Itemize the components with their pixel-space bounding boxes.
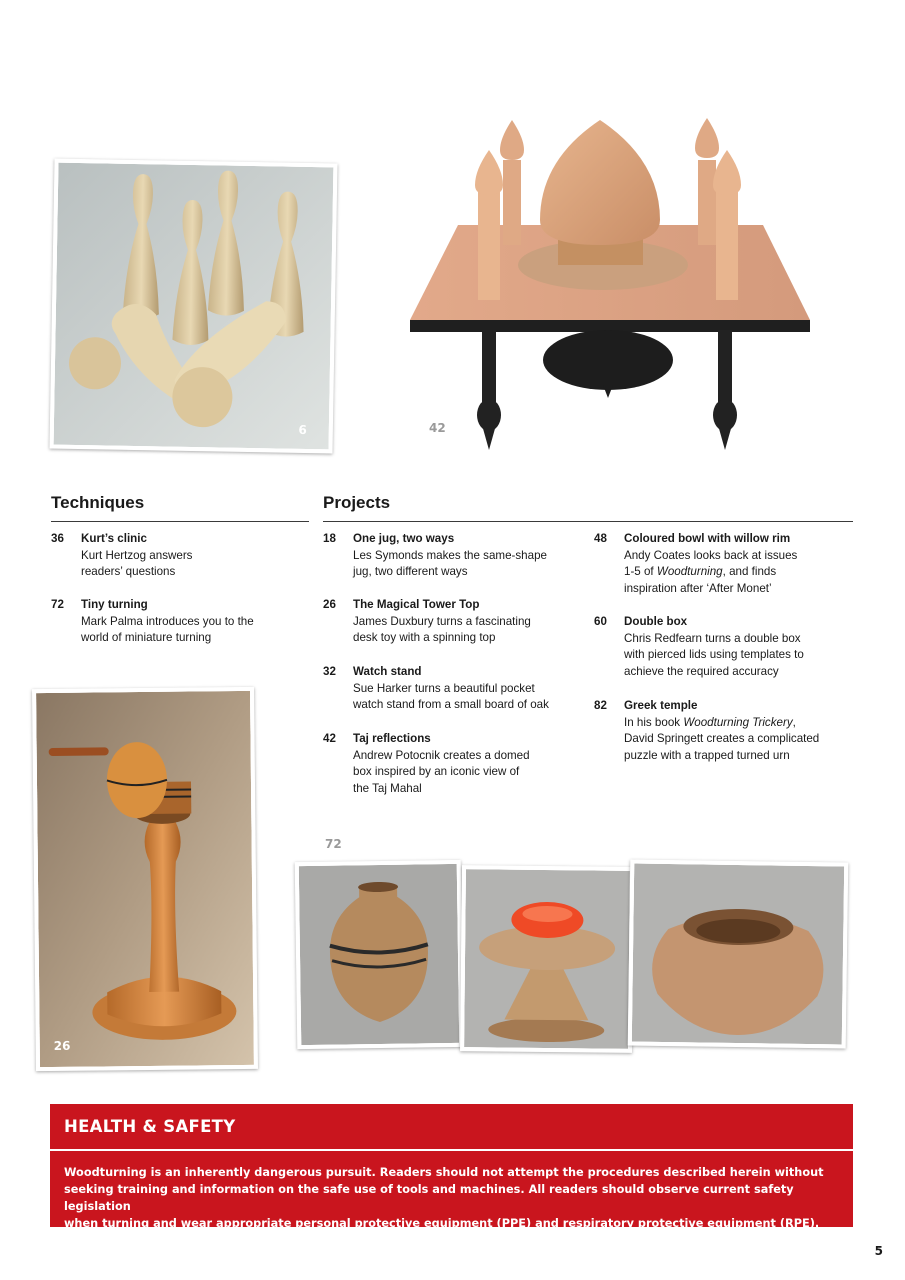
projects-rule — [323, 521, 853, 522]
contents-entry — [323, 531, 583, 581]
contents-entry — [51, 597, 309, 647]
contents-entry — [323, 731, 583, 797]
entry-title: Double box — [624, 615, 688, 628]
entry-title: Kurt’s clinic — [81, 532, 147, 545]
entry-title: Tiny turning — [81, 598, 148, 611]
miniature-bowl-illustration — [632, 864, 844, 1045]
taj-box-illustration — [408, 110, 814, 455]
photo-page-tag: 6 — [298, 422, 307, 437]
entry-page: 48 — [594, 532, 607, 545]
watch-stand-photo — [32, 687, 258, 1071]
health-safety-divider — [50, 1149, 853, 1151]
entry-title: Greek temple — [624, 699, 698, 712]
entry-title: The Magical Tower Top — [353, 598, 480, 611]
entry-title: One jug, two ways — [353, 532, 455, 545]
miniature-top-illustration — [464, 869, 630, 1049]
health-safety-text — [64, 1164, 839, 1232]
entry-page: 18 — [323, 532, 336, 545]
entry-description-line: watch stand from a small board of oak — [353, 698, 549, 711]
entry-description-line: the Taj Mahal — [353, 781, 422, 795]
entry-description-line: puzzle with a trapped turned urn — [624, 748, 790, 762]
entry-page: 26 — [323, 598, 336, 611]
entry-description-line: James Duxbury turns a fascinating — [353, 614, 531, 628]
entry-description-line: Chris Redfearn turns a double box — [624, 631, 801, 645]
health-safety-box — [50, 1104, 853, 1230]
entry-description-line: Les Symonds makes the same-shape — [353, 548, 547, 562]
contents-entry — [323, 664, 583, 714]
entry-description-line: jug, two different ways — [353, 565, 468, 578]
entry-description-line: inspiration after ‘After Monet’ — [624, 581, 772, 595]
entry-description-line: David Springett creates a complicated — [624, 732, 820, 745]
contents-entry — [594, 698, 853, 764]
entry-title: Taj reflections — [353, 732, 431, 745]
entry-description-line: readers’ questions — [81, 565, 176, 578]
entry-description-line: box inspired by an iconic view of — [353, 765, 520, 778]
contents-entry — [594, 531, 853, 597]
skittles-photo — [49, 159, 337, 454]
entry-page: 42 — [323, 732, 336, 745]
entry-description-line: Sue Harker turns a beautiful pocket — [353, 681, 535, 695]
miniature-vase-photo — [295, 860, 464, 1049]
health-safety-title: HEALTH & SAFETY — [64, 1117, 236, 1136]
contents-entry — [323, 597, 583, 647]
watch-stand-illustration — [36, 691, 254, 1067]
health-safety-line: seeking training and information on the safe use of tools and machines. All readers should observe current safety legislation — [64, 1183, 794, 1213]
entry-page: 60 — [594, 615, 607, 628]
entry-page: 36 — [51, 532, 64, 545]
miniature-bowl-photo — [628, 859, 849, 1048]
entry-title: Coloured bowl with willow rim — [624, 532, 791, 545]
entry-description-line: world of miniature turning — [81, 631, 212, 644]
entry-description-line: achieve the required accuracy — [624, 664, 779, 678]
projects-heading: Projects — [323, 493, 391, 512]
entry-page: 32 — [323, 665, 336, 678]
entry-description-line: desk toy with a spinning top — [353, 631, 496, 644]
entry-description-line: Kurt Hertzog answers — [81, 548, 193, 562]
photo-page-tag: 26 — [53, 1038, 71, 1053]
entry-page: 82 — [594, 699, 607, 712]
taj-photo — [408, 110, 814, 455]
entry-description-line: Andrew Potocnik creates a domed — [353, 748, 530, 762]
photo-page-tag: 42 — [429, 421, 446, 435]
entry-page: 72 — [51, 598, 64, 611]
entry-description-line: with pierced lids using templates to — [624, 648, 804, 661]
photo-page-tag: 72 — [325, 837, 342, 851]
miniature-top-photo — [460, 865, 634, 1053]
entry-title: Watch stand — [353, 665, 422, 678]
miniature-vase-illustration — [299, 864, 459, 1045]
entry-description-line: 1-5 of Woodturning, and finds — [624, 565, 777, 578]
entry-description-line: Andy Coates looks back at issues — [624, 548, 798, 562]
contents-entry — [51, 531, 309, 581]
health-safety-line: Woodturning is an inherently dangerous pursuit. Readers should not attempt the procedures described herein without — [64, 1166, 824, 1179]
entry-description-line: Mark Palma introduces you to the — [81, 614, 254, 628]
health-safety-line: when turning and wear appropriate personal protective equipment (PPE) and respiratory protective equipment (RPE). — [64, 1217, 820, 1230]
skittles-illustration — [54, 163, 334, 450]
page-number: 5 — [874, 1244, 883, 1258]
techniques-rule — [51, 521, 309, 522]
contents-entry — [594, 614, 853, 680]
techniques-heading: Techniques — [51, 493, 145, 512]
entry-description-line: In his book Woodturning Trickery, — [624, 715, 796, 729]
